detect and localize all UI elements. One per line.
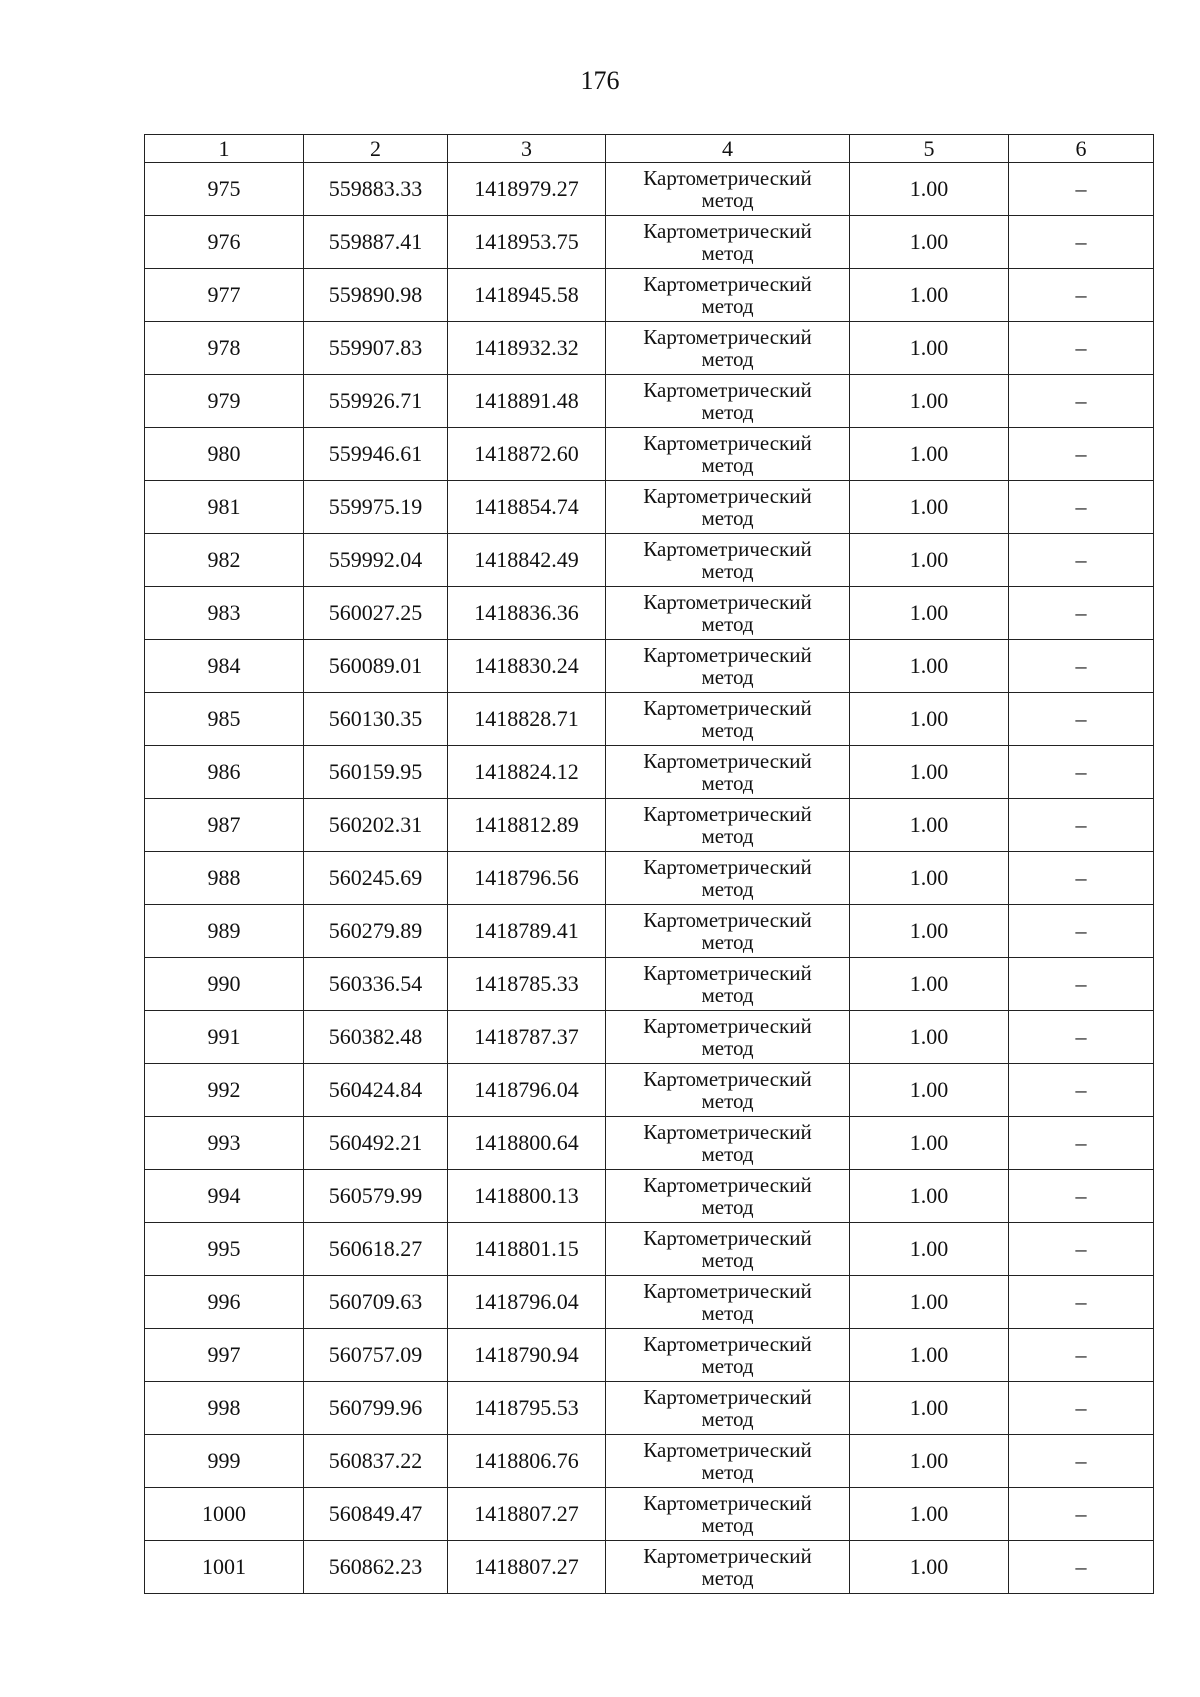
x-coordinate-cell: 559907.83 [304, 322, 448, 375]
x-coordinate-cell: 560618.27 [304, 1223, 448, 1276]
note-cell: – [1009, 587, 1154, 640]
note-cell: – [1009, 958, 1154, 1011]
table-row [145, 1435, 1154, 1488]
note-cell: – [1009, 1382, 1154, 1435]
accuracy-cell: 1.00 [850, 428, 1009, 481]
method-line-2: метод [701, 453, 754, 477]
note-cell: – [1009, 1329, 1154, 1382]
method-cell [606, 375, 850, 428]
note-cell: – [1009, 428, 1154, 481]
point-number-cell: 984 [145, 640, 304, 693]
table-body [145, 163, 1154, 1594]
point-number-cell: 996 [145, 1276, 304, 1329]
accuracy-cell: 1.00 [850, 1435, 1009, 1488]
method-line-1: Картометрический [643, 589, 812, 614]
table-row [145, 587, 1154, 640]
method-line-1: Картометрический [643, 1278, 812, 1303]
method-line-2: метод [701, 1566, 754, 1590]
method-line-2: метод [701, 983, 754, 1007]
note-cell: – [1009, 1435, 1154, 1488]
x-coordinate-cell: 559992.04 [304, 534, 448, 587]
accuracy-cell: 1.00 [850, 216, 1009, 269]
accuracy-cell: 1.00 [850, 1382, 1009, 1435]
method-line-2: метод [701, 1036, 754, 1060]
point-number-cell: 983 [145, 587, 304, 640]
x-coordinate-cell: 560849.47 [304, 1488, 448, 1541]
method-line-1: Картометрический [643, 1225, 812, 1250]
y-coordinate-cell: 1418801.15 [448, 1223, 606, 1276]
page-number: 176 [580, 66, 620, 95]
method-line-2: метод [701, 612, 754, 636]
table-row [145, 1170, 1154, 1223]
point-number-cell: 1000 [145, 1488, 304, 1541]
method-line-1: Картометрический [643, 1490, 812, 1515]
method-line-2: метод [701, 1089, 754, 1113]
point-number-cell: 997 [145, 1329, 304, 1382]
method-line-2: метод [701, 559, 754, 583]
method-line-1: Картометрический [643, 1172, 812, 1197]
note-cell: – [1009, 852, 1154, 905]
table-row [145, 216, 1154, 269]
accuracy-cell: 1.00 [850, 693, 1009, 746]
table-row [145, 163, 1154, 216]
method-cell [606, 640, 850, 693]
point-number-cell: 995 [145, 1223, 304, 1276]
method-line-2: метод [701, 400, 754, 424]
x-coordinate-cell: 560799.96 [304, 1382, 448, 1435]
method-line-2: метод [701, 1301, 754, 1325]
point-number-cell: 988 [145, 852, 304, 905]
method-cell [606, 269, 850, 322]
column-header-4: 4 [606, 135, 850, 163]
method-cell [606, 1435, 850, 1488]
y-coordinate-cell: 1418812.89 [448, 799, 606, 852]
point-number-cell: 975 [145, 163, 304, 216]
note-cell: – [1009, 269, 1154, 322]
point-number-cell: 1001 [145, 1541, 304, 1594]
method-line-1: Картометрический [643, 1437, 812, 1462]
method-cell [606, 534, 850, 587]
table-header [145, 135, 1154, 163]
accuracy-cell: 1.00 [850, 269, 1009, 322]
x-coordinate-cell: 560089.01 [304, 640, 448, 693]
accuracy-cell: 1.00 [850, 1488, 1009, 1541]
method-line-2: метод [701, 930, 754, 954]
method-cell [606, 1329, 850, 1382]
method-cell [606, 1382, 850, 1435]
method-line-2: метод [701, 347, 754, 371]
point-number-cell: 987 [145, 799, 304, 852]
y-coordinate-cell: 1418979.27 [448, 163, 606, 216]
table-row [145, 375, 1154, 428]
x-coordinate-cell: 560159.95 [304, 746, 448, 799]
accuracy-cell: 1.00 [850, 481, 1009, 534]
method-line-2: метод [701, 877, 754, 901]
accuracy-cell: 1.00 [850, 1329, 1009, 1382]
y-coordinate-cell: 1418953.75 [448, 216, 606, 269]
x-coordinate-cell: 560245.69 [304, 852, 448, 905]
method-line-1: Картометрический [643, 483, 812, 508]
point-number-cell: 978 [145, 322, 304, 375]
method-cell [606, 852, 850, 905]
method-line-1: Картометрический [643, 801, 812, 826]
y-coordinate-cell: 1418789.41 [448, 905, 606, 958]
method-line-1: Картометрический [643, 377, 812, 402]
note-cell: – [1009, 1223, 1154, 1276]
method-line-1: Картометрический [643, 324, 812, 349]
method-line-2: метод [701, 188, 754, 212]
accuracy-cell: 1.00 [850, 640, 1009, 693]
method-line-2: метод [701, 1513, 754, 1537]
y-coordinate-cell: 1418932.32 [448, 322, 606, 375]
method-line-2: метод [701, 241, 754, 265]
y-coordinate-cell: 1418796.04 [448, 1276, 606, 1329]
point-number-cell: 989 [145, 905, 304, 958]
accuracy-cell: 1.00 [850, 322, 1009, 375]
accuracy-cell: 1.00 [850, 1011, 1009, 1064]
point-number-cell: 994 [145, 1170, 304, 1223]
method-line-2: метод [701, 771, 754, 795]
method-line-1: Картометрический [643, 1066, 812, 1091]
method-line-1: Картометрический [643, 907, 812, 932]
x-coordinate-cell: 559883.33 [304, 163, 448, 216]
x-coordinate-cell: 559975.19 [304, 481, 448, 534]
note-cell: – [1009, 640, 1154, 693]
point-number-cell: 982 [145, 534, 304, 587]
x-coordinate-cell: 560709.63 [304, 1276, 448, 1329]
method-line-1: Картометрический [643, 271, 812, 296]
method-line-1: Картометрический [643, 695, 812, 720]
table-row [145, 1117, 1154, 1170]
accuracy-cell: 1.00 [850, 534, 1009, 587]
method-cell [606, 163, 850, 216]
x-coordinate-cell: 560336.54 [304, 958, 448, 1011]
note-cell: – [1009, 1276, 1154, 1329]
point-number-cell: 991 [145, 1011, 304, 1064]
method-line-1: Картометрический [643, 854, 812, 879]
method-line-1: Картометрический [643, 1331, 812, 1356]
y-coordinate-cell: 1418790.94 [448, 1329, 606, 1382]
x-coordinate-cell: 559887.41 [304, 216, 448, 269]
method-cell [606, 905, 850, 958]
method-line-1: Картометрический [643, 1119, 812, 1144]
column-header-6: 6 [1009, 135, 1154, 163]
note-cell: – [1009, 905, 1154, 958]
method-cell [606, 322, 850, 375]
note-cell: – [1009, 693, 1154, 746]
method-line-1: Картометрический [643, 960, 812, 985]
y-coordinate-cell: 1418836.36 [448, 587, 606, 640]
method-line-1: Картометрический [643, 642, 812, 667]
method-cell [606, 958, 850, 1011]
column-header-5: 5 [850, 135, 1009, 163]
y-coordinate-cell: 1418828.71 [448, 693, 606, 746]
table-row [145, 693, 1154, 746]
header-row [145, 135, 1154, 163]
method-cell [606, 481, 850, 534]
table-row [145, 1329, 1154, 1382]
note-cell: – [1009, 1541, 1154, 1594]
method-line-2: метод [701, 1407, 754, 1431]
y-coordinate-cell: 1418807.27 [448, 1488, 606, 1541]
accuracy-cell: 1.00 [850, 852, 1009, 905]
y-coordinate-cell: 1418785.33 [448, 958, 606, 1011]
x-coordinate-cell: 560492.21 [304, 1117, 448, 1170]
note-cell: – [1009, 1011, 1154, 1064]
accuracy-cell: 1.00 [850, 799, 1009, 852]
point-number-cell: 999 [145, 1435, 304, 1488]
method-line-1: Картометрический [643, 748, 812, 773]
y-coordinate-cell: 1418945.58 [448, 269, 606, 322]
point-number-cell: 990 [145, 958, 304, 1011]
accuracy-cell: 1.00 [850, 1223, 1009, 1276]
x-coordinate-cell: 559926.71 [304, 375, 448, 428]
x-coordinate-cell: 560202.31 [304, 799, 448, 852]
table-row [145, 1382, 1154, 1435]
table-row [145, 1541, 1154, 1594]
method-line-2: метод [701, 1248, 754, 1272]
method-cell [606, 428, 850, 481]
note-cell: – [1009, 1117, 1154, 1170]
table-row [145, 1488, 1154, 1541]
column-header-3: 3 [448, 135, 606, 163]
x-coordinate-cell: 560027.25 [304, 587, 448, 640]
x-coordinate-cell: 560382.48 [304, 1011, 448, 1064]
note-cell: – [1009, 1488, 1154, 1541]
point-number-cell: 985 [145, 693, 304, 746]
table-row [145, 1064, 1154, 1117]
point-number-cell: 993 [145, 1117, 304, 1170]
point-number-cell: 977 [145, 269, 304, 322]
y-coordinate-cell: 1418872.60 [448, 428, 606, 481]
note-cell: – [1009, 322, 1154, 375]
table-row [145, 534, 1154, 587]
x-coordinate-cell: 560757.09 [304, 1329, 448, 1382]
y-coordinate-cell: 1418891.48 [448, 375, 606, 428]
method-cell [606, 1488, 850, 1541]
x-coordinate-cell: 559890.98 [304, 269, 448, 322]
note-cell: – [1009, 534, 1154, 587]
method-cell [606, 1064, 850, 1117]
method-line-1: Картометрический [643, 1384, 812, 1409]
x-coordinate-cell: 560130.35 [304, 693, 448, 746]
method-line-2: метод [701, 294, 754, 318]
table-row [145, 428, 1154, 481]
x-coordinate-cell: 559946.61 [304, 428, 448, 481]
method-cell [606, 1011, 850, 1064]
accuracy-cell: 1.00 [850, 375, 1009, 428]
table-row [145, 481, 1154, 534]
column-header-1: 1 [145, 135, 304, 163]
y-coordinate-cell: 1418796.04 [448, 1064, 606, 1117]
note-cell: – [1009, 481, 1154, 534]
method-cell [606, 1223, 850, 1276]
method-cell [606, 799, 850, 852]
method-line-1: Картометрический [643, 1013, 812, 1038]
y-coordinate-cell: 1418800.13 [448, 1170, 606, 1223]
y-coordinate-cell: 1418854.74 [448, 481, 606, 534]
note-cell: – [1009, 799, 1154, 852]
accuracy-cell: 1.00 [850, 1064, 1009, 1117]
x-coordinate-cell: 560862.23 [304, 1541, 448, 1594]
table-row [145, 1276, 1154, 1329]
method-cell [606, 1117, 850, 1170]
method-line-2: метод [701, 506, 754, 530]
accuracy-cell: 1.00 [850, 1276, 1009, 1329]
table-row [145, 799, 1154, 852]
method-cell [606, 587, 850, 640]
y-coordinate-cell: 1418787.37 [448, 1011, 606, 1064]
coordinates-table [144, 134, 1154, 1594]
point-number-cell: 992 [145, 1064, 304, 1117]
note-cell: – [1009, 746, 1154, 799]
point-number-cell: 976 [145, 216, 304, 269]
accuracy-cell: 1.00 [850, 1170, 1009, 1223]
accuracy-cell: 1.00 [850, 587, 1009, 640]
note-cell: – [1009, 216, 1154, 269]
method-line-2: метод [701, 824, 754, 848]
y-coordinate-cell: 1418795.53 [448, 1382, 606, 1435]
method-line-2: метод [701, 1142, 754, 1166]
y-coordinate-cell: 1418830.24 [448, 640, 606, 693]
method-line-1: Картометрический [643, 1543, 812, 1568]
x-coordinate-cell: 560279.89 [304, 905, 448, 958]
point-number-cell: 986 [145, 746, 304, 799]
point-number-cell: 980 [145, 428, 304, 481]
method-line-1: Картометрический [643, 536, 812, 561]
accuracy-cell: 1.00 [850, 163, 1009, 216]
method-line-2: метод [701, 718, 754, 742]
method-line-2: метод [701, 1354, 754, 1378]
method-line-1: Картометрический [643, 218, 812, 243]
method-cell [606, 693, 850, 746]
note-cell: – [1009, 163, 1154, 216]
accuracy-cell: 1.00 [850, 1117, 1009, 1170]
point-number-cell: 981 [145, 481, 304, 534]
accuracy-cell: 1.00 [850, 905, 1009, 958]
method-line-2: метод [701, 1195, 754, 1219]
table-row [145, 322, 1154, 375]
table-row [145, 269, 1154, 322]
y-coordinate-cell: 1418842.49 [448, 534, 606, 587]
y-coordinate-cell: 1418796.56 [448, 852, 606, 905]
y-coordinate-cell: 1418806.76 [448, 1435, 606, 1488]
point-number-cell: 998 [145, 1382, 304, 1435]
accuracy-cell: 1.00 [850, 958, 1009, 1011]
table-row [145, 852, 1154, 905]
method-cell [606, 1541, 850, 1594]
table-row [145, 1011, 1154, 1064]
y-coordinate-cell: 1418807.27 [448, 1541, 606, 1594]
table-row [145, 958, 1154, 1011]
y-coordinate-cell: 1418800.64 [448, 1117, 606, 1170]
method-line-2: метод [701, 665, 754, 689]
method-cell [606, 1276, 850, 1329]
method-line-1: Картометрический [643, 430, 812, 455]
table-row [145, 746, 1154, 799]
note-cell: – [1009, 1064, 1154, 1117]
column-header-2: 2 [304, 135, 448, 163]
point-number-cell: 979 [145, 375, 304, 428]
table-row [145, 905, 1154, 958]
method-line-2: метод [701, 1460, 754, 1484]
x-coordinate-cell: 560837.22 [304, 1435, 448, 1488]
x-coordinate-cell: 560579.99 [304, 1170, 448, 1223]
accuracy-cell: 1.00 [850, 1541, 1009, 1594]
method-cell [606, 1170, 850, 1223]
method-cell [606, 746, 850, 799]
table-row [145, 1223, 1154, 1276]
method-cell [606, 216, 850, 269]
x-coordinate-cell: 560424.84 [304, 1064, 448, 1117]
table-row [145, 640, 1154, 693]
note-cell: – [1009, 375, 1154, 428]
y-coordinate-cell: 1418824.12 [448, 746, 606, 799]
note-cell: – [1009, 1170, 1154, 1223]
method-line-1: Картометрический [643, 165, 812, 190]
accuracy-cell: 1.00 [850, 746, 1009, 799]
